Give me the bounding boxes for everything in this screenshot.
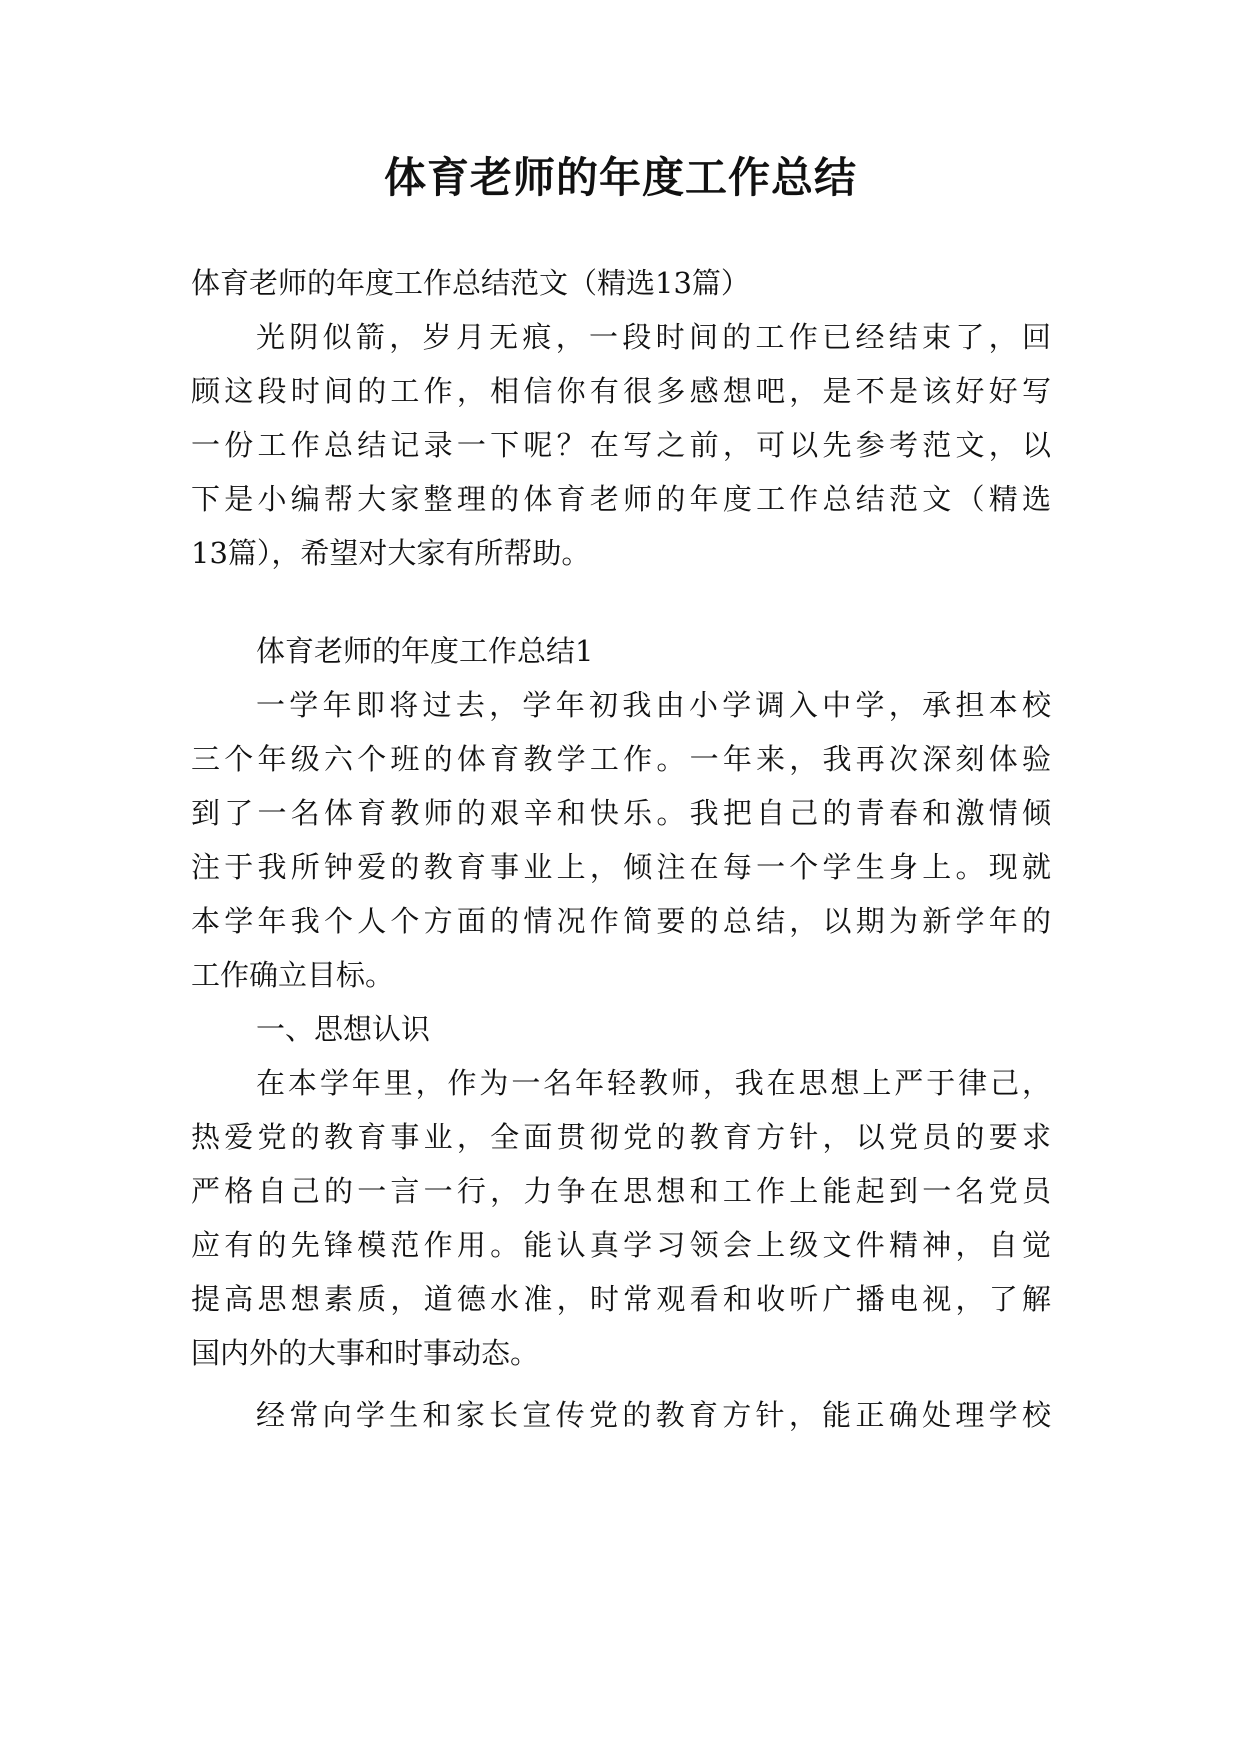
body-line: 工作确立目标。: [191, 958, 395, 992]
subsection-heading: 一、思想认识: [256, 1012, 431, 1046]
body-line: 到了一名体育教师的艰辛和快乐。我把自己的青春和激情倾: [191, 796, 1051, 830]
body-line: 提高思想素质，道德水准，时常观看和收听广播电视，了解: [191, 1282, 1051, 1316]
subtitle-line: 体育老师的年度工作总结范文（精选13篇）: [191, 266, 750, 300]
intro-line: 13篇），希望对大家有所帮助。: [191, 536, 591, 570]
intro-line: 光阴似箭，岁月无痕，一段时间的工作已经结束了，回: [256, 320, 1051, 354]
body-line: 注于我所钟爱的教育事业上，倾注在每一个学生身上。现就: [191, 850, 1051, 884]
body-line: 一学年即将过去，学年初我由小学调入中学，承担本校: [256, 688, 1051, 722]
intro-line: 一份工作总结记录一下呢？在写之前，可以先参考范文，以: [191, 428, 1051, 462]
body-line: 本学年我个人个方面的情况作简要的总结，以期为新学年的: [191, 904, 1051, 938]
body-line: 严格自己的一言一行，力争在思想和工作上能起到一名党员: [191, 1174, 1051, 1208]
body-line: 在本学年里，作为一名年轻教师，我在思想上严于律己，: [256, 1066, 1051, 1100]
body-line: 国内外的大事和时事动态。: [191, 1336, 540, 1370]
body-line: 三个年级六个班的体育教学工作。一年来，我再次深刻体验: [191, 742, 1051, 776]
body-line: 应有的先锋模范作用。能认真学习领会上级文件精神，自觉: [191, 1228, 1051, 1262]
body-line: 热爱党的教育事业，全面贯彻党的教育方针，以党员的要求: [191, 1120, 1051, 1154]
section-heading: 体育老师的年度工作总结1: [256, 634, 594, 668]
document-title: 体育老师的年度工作总结: [383, 153, 857, 202]
body-line: 经常向学生和家长宣传党的教育方针，能正确处理学校: [256, 1398, 1051, 1432]
intro-line: 顾这段时间的工作，相信你有很多感想吧，是不是该好好写: [191, 374, 1051, 408]
intro-line: 下是小编帮大家整理的体育老师的年度工作总结范文（精选: [191, 482, 1051, 516]
